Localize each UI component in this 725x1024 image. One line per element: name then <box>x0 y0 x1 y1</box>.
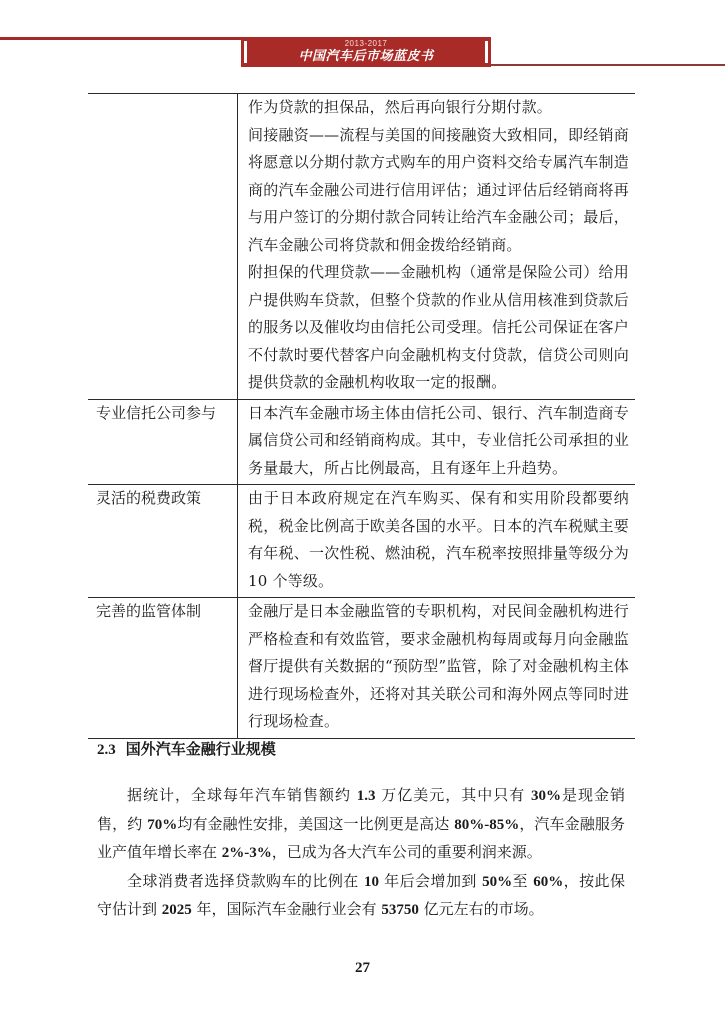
row-content <box>238 598 636 739</box>
banner-bar-right <box>485 41 488 63</box>
banner-bar-left <box>244 41 247 63</box>
body-paragraph-2: 全球消费者选择贷款购车的比例在 10 年后会增加到 50%至 60%，按此保守估计到 2025 年，国际汽车金融行业会有 53750 亿元左右的市场。 <box>97 871 625 918</box>
section-heading <box>97 738 276 759</box>
header-banner <box>241 37 491 67</box>
row-content <box>238 399 636 485</box>
row-content <box>238 94 636 400</box>
table-row <box>88 598 635 739</box>
row-label: 完善的监管体制 <box>88 598 238 739</box>
row-label <box>88 94 238 400</box>
table-row <box>88 94 635 400</box>
section-title: 国外汽车金融行业规模 <box>125 740 276 758</box>
row-paragraph: 日本汽车金融市场主体由信托公司、银行、汽车制造商专属信贷公司和经销商构成。其中，专业信托公司承担的业务量最大，所占比例最高，且有逐年上升趋势。 <box>248 403 629 477</box>
row-content <box>238 485 636 598</box>
row-paragraph: 由于日本政府规定在汽车购买、保有和实用阶段都要纳税，税金比例高于欧美各国的水平。日本的汽车税赋主要有年税、一次性税、燃油税，汽车税率按照排量等级分为 10 个等级。 <box>248 489 629 590</box>
row-label: 专业信托公司参与 <box>88 399 238 485</box>
row-paragraph: 作为贷款的担保品，然后再向银行分期付款。 <box>248 98 553 116</box>
row-paragraph: 附担保的代理贷款——金融机构（通常是保险公司）给用户提供购车贷款，但整个贷款的作业从信用核准到贷款后的服务以及催收均由信托公司受理。信托公司保证在客户不付款时要代替客户向金融机构支付贷款，信贷公司则向提供贷款的金融机构收取一定的报酬。 <box>248 263 629 391</box>
row-label: 灵活的税费政策 <box>88 485 238 598</box>
table-row <box>88 485 635 598</box>
header-years: 2013-2017 <box>344 39 388 48</box>
page-number: 27 <box>355 960 370 976</box>
row-paragraph: 间接融资——流程与美国的间接融资大致相同，即经销商将愿意以分期付款方式购车的用户资料交给专属汽车制造商的汽车金融公司进行信用评估；通过评估后经销商将再与用户签订的分期付款合同转让给汽车金融公司；最后，汽车金融公司将贷款和佣金拨给经销商。 <box>248 125 629 254</box>
japan-auto-finance-table <box>88 93 635 739</box>
section-number: 2.3 <box>97 742 116 758</box>
header-rule-right <box>491 64 725 66</box>
row-paragraph: 金融厅是日本金融监管的专职机构，对民间金融机构进行严格检查和有效监管，要求金融机构每周或每月向金融监督厅提供有关数据的“预防型”监管，除了对金融机构主体进行现场检查外，还将对其关联公司和海外网点等同时进行现场检查。 <box>248 602 629 730</box>
body-paragraph-1: 据统计，全球每年汽车销售额约 1.3 万亿美元，其中只有 30%是现金销售，约 70%均有金融性安排，美国这一比例更是高达 80%-85%，汽车金融服务业产值年增长率在 2%-3%，已成为各大汽车公司的重要利润来源。 <box>97 786 625 861</box>
table-row <box>88 399 635 485</box>
header-rule-left <box>0 37 243 40</box>
body-text <box>97 782 625 925</box>
header-title: 中国汽车后市场蓝皮书 <box>298 49 434 64</box>
